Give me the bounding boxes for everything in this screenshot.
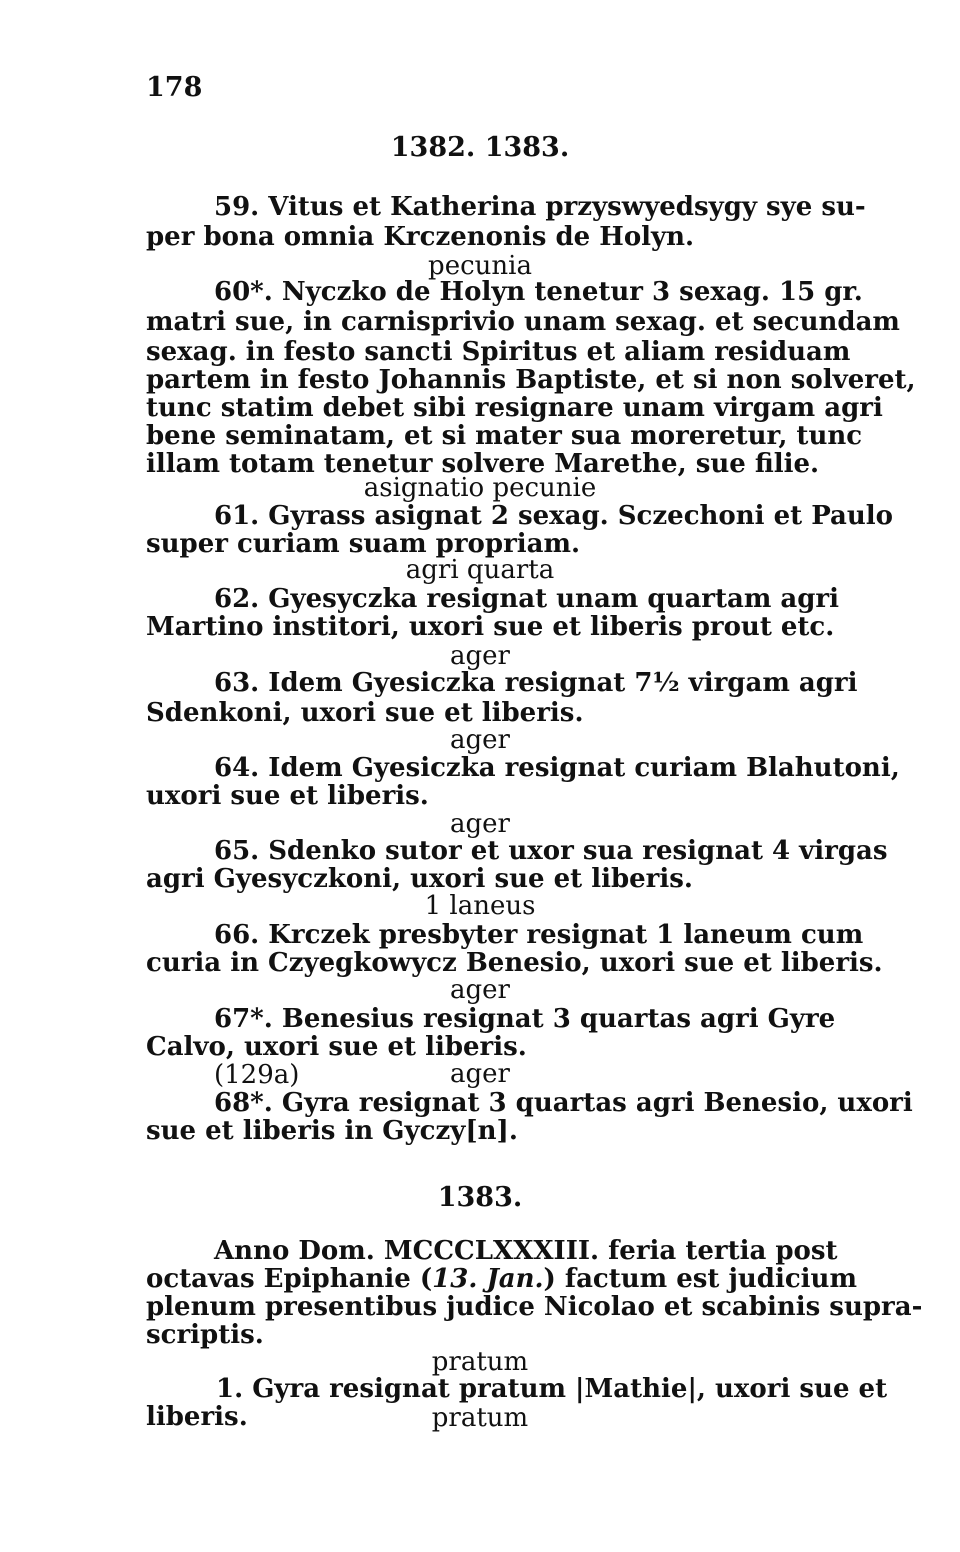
entry-66-line-2: curia in Czyegkowycz Benesio, uxori sue et liberis. [146, 948, 883, 978]
anno-line-2-b: ) factum est judicium [543, 1264, 857, 1294]
anno-line-2-a: octavas Epiphanie ( [146, 1264, 433, 1294]
entry-63-line-1: 63. Idem Gyesiczka resignat 7½ virgam agri [214, 668, 858, 698]
entry-67-gloss: ager [450, 975, 510, 1005]
entry-63-line-2: Sdenkoni, uxori sue et liberis. [146, 698, 584, 728]
entry-60-line-6: bene seminatam, et si mater sua moreretur, tunc [146, 421, 863, 451]
section-header: 1382. 1383. [390, 132, 570, 163]
entry-66-gloss: 1 laneus [424, 891, 536, 921]
pratum-gloss-below: pratum [431, 1403, 529, 1433]
page-number: 178 [146, 72, 203, 103]
entry-59-line-2: per bona omnia Krczenonis de Holyn. [146, 222, 695, 252]
last-entry-line-2: liberis. [146, 1402, 248, 1432]
entry-64-gloss: ager [450, 725, 510, 755]
entry-60-gloss: pecunia [428, 251, 532, 281]
entry-68-line-2: sue et liberis in Gyczy[n]. [146, 1116, 518, 1146]
entry-67-line-2: Calvo, uxori sue et liberis. [146, 1032, 527, 1062]
date-reference: 13. Jan. [432, 1264, 544, 1294]
entry-61-line-1: 61. Gyrass asignat 2 sexag. Sczechoni et Paulo [214, 501, 894, 531]
entry-66-line-1: 66. Krczek presbyter resignat 1 laneum cum [214, 920, 864, 950]
entry-62-line-2: Martino institori, uxori sue et liberis prout etc. [146, 612, 835, 642]
anno-line-4: scriptis. [146, 1320, 264, 1350]
entry-60-line-2: matri sue, in carnisprivio unam sexag. et secundam [146, 307, 900, 337]
entry-64-line-2: uxori sue et liberis. [146, 781, 429, 811]
anno-line-3: plenum presentibus judice Nicolao et scabinis supra- [146, 1292, 923, 1322]
pratum-gloss-above: pratum [431, 1347, 529, 1377]
entry-65-gloss: ager [450, 809, 510, 839]
entry-64-line-1: 64. Idem Gyesiczka resignat curiam Blahutoni, [214, 753, 900, 783]
entry-62-gloss: agri quarta [405, 555, 555, 585]
entry-60-line-7: illam totam tenetur solvere Marethe, sue filie. [146, 449, 820, 479]
entry-61-gloss: asignatio pecunie [363, 473, 597, 503]
last-entry-line-1: 1. Gyra resignat pratum |Mathie|, uxori sue et [216, 1374, 888, 1404]
folio-marker: (129a) [214, 1060, 300, 1090]
year-header: 1383. [437, 1182, 523, 1213]
anno-line-1: Anno Dom. MCCCLXXXIII. feria tertia post [214, 1236, 838, 1266]
entry-60-line-1: 60*. Nyczko de Holyn tenetur 3 sexag. 15 gr. [214, 277, 863, 307]
entry-59-line-1: 59. Vitus et Katherina przyswyedsygy sye su- [214, 192, 866, 222]
entry-68-line-1: 68*. Gyra resignat 3 quartas agri Benesio, uxori [214, 1088, 913, 1118]
entry-68-gloss: ager [450, 1059, 510, 1089]
entry-60-line-5: tunc statim debet sibi resignare unam virgam agri [146, 393, 883, 423]
entry-65-line-2: agri Gyesyczkoni, uxori sue et liberis. [146, 864, 693, 894]
entry-60-line-3: sexag. in festo sancti Spiritus et aliam residuam [146, 337, 851, 367]
entry-62-line-1: 62. Gyesyczka resignat unam quartam agri [214, 584, 840, 614]
entry-60-line-4: partem in festo Johannis Baptiste, et si non solveret, [146, 365, 916, 395]
entry-67-line-1: 67*. Benesius resignat 3 quartas agri Gyre [214, 1004, 836, 1034]
entry-65-line-1: 65. Sdenko sutor et uxor sua resignat 4 virgas [214, 836, 888, 866]
entry-61-line-2: super curiam suam propriam. [146, 529, 581, 559]
entry-63-gloss: ager [450, 641, 510, 671]
anno-line-2 [146, 1264, 857, 1294]
